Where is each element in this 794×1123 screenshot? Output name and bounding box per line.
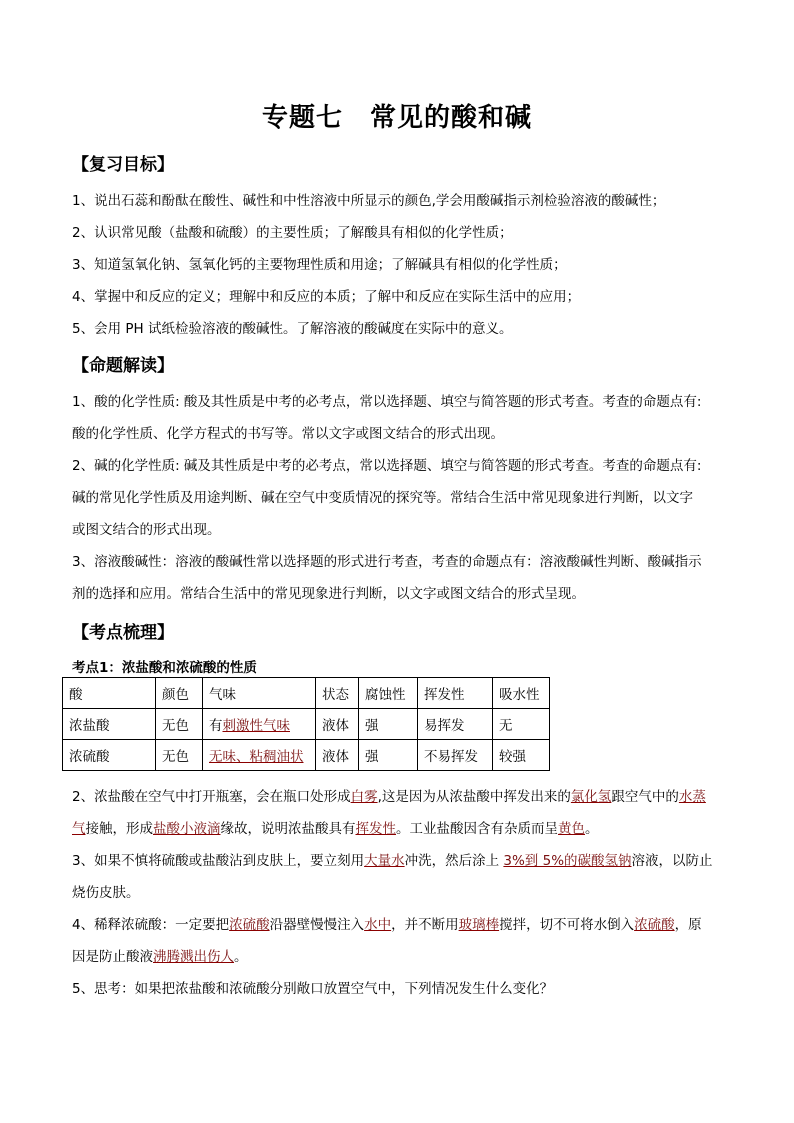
underlined-answer: 无味、粘稠油状 bbox=[209, 749, 304, 765]
table-cell: 无色 bbox=[156, 740, 203, 771]
table-cell: 无 bbox=[493, 709, 550, 740]
review-item: 2、认识常见酸（盐酸和硫酸）的主要性质；了解酸具有相似的化学性质； bbox=[72, 225, 513, 241]
acid-properties-table bbox=[62, 677, 550, 771]
text-run: 冲洗，然后涂上 bbox=[404, 853, 504, 869]
text-run: ，并不断用 bbox=[391, 917, 459, 933]
header-cell: 状态 bbox=[316, 678, 359, 709]
header-cell: 腐蚀性 bbox=[359, 678, 418, 709]
review-heading: 【复习目标】 bbox=[72, 155, 174, 175]
text-run: 接触，形成 bbox=[85, 821, 153, 837]
analysis-heading: 【命题解读】 bbox=[72, 356, 174, 376]
page-title: 专题七 常见的酸和碱 bbox=[261, 103, 532, 133]
analysis-line: 酸的化学性质、化学方程式的书写等。常以文字或图文结合的形式出现。 bbox=[72, 426, 504, 442]
header-cell: 挥发性 bbox=[418, 678, 493, 709]
paragraph-2-line-1 bbox=[72, 785, 706, 805]
analysis-line: 剂的选择和应用。常结合生活中的常见现象进行判断，以文字或图文结合的形式呈现。 bbox=[72, 586, 585, 602]
underlined-answer: 3%到 5%的碳酸氢钠 bbox=[503, 853, 632, 869]
text-run: 。 bbox=[234, 949, 248, 965]
point-1-subheading: 考点1：浓盐酸和浓硫酸的性质 bbox=[72, 660, 257, 676]
underlined-answer: 大量水 bbox=[364, 853, 405, 869]
header-cell: 酸 bbox=[63, 678, 156, 709]
table-header-row bbox=[63, 678, 550, 709]
table-cell: 液体 bbox=[316, 740, 359, 771]
table-cell: 易挥发 bbox=[418, 709, 493, 740]
analysis-line: 2、碱的化学性质: 碱及其性质是中考的必考点，常以选择题、填空与简答题的形式考查。考查的命题点有: bbox=[72, 458, 702, 474]
table-cell bbox=[203, 740, 316, 771]
text-run: 3、如果不慎将硫酸或盐酸沾到皮肤上，要立刻用 bbox=[72, 853, 365, 869]
text-run: 因是防止酸液 bbox=[72, 949, 153, 965]
analysis-line: 1、酸的化学性质: 酸及其性质是中考的必考点，常以选择题、填空与简答题的形式考查。考查的命题点有: bbox=[72, 394, 702, 410]
text-run: 溶液，以防止 bbox=[631, 853, 713, 869]
text-run: 搅拌，切不可将水倒入 bbox=[499, 917, 635, 933]
underlined-answer: 氯化氢 bbox=[570, 789, 612, 805]
review-item: 3、知道氢氧化钠、氢氧化钙的主要物理性质和用途；了解碱具有相似的化学性质； bbox=[72, 257, 567, 273]
paragraph-4-line-1 bbox=[72, 913, 702, 933]
paragraph-3-line-2: 烧伤皮肤。 bbox=[72, 885, 140, 901]
table-cell bbox=[203, 709, 316, 740]
paragraph-2-line-2 bbox=[72, 817, 599, 837]
odor-prefix: 有 bbox=[209, 718, 223, 734]
table-row bbox=[63, 709, 550, 740]
table-cell: 浓盐酸 bbox=[63, 709, 156, 740]
table-cell: 不易挥发 bbox=[418, 740, 493, 771]
table-cell: 强 bbox=[359, 709, 418, 740]
paragraph-4-line-2 bbox=[72, 945, 248, 965]
underlined-answer: 沸腾溅出伤人 bbox=[153, 949, 234, 965]
header-cell: 颜色 bbox=[156, 678, 203, 709]
analysis-line: 3、溶液酸碱性：溶液的酸碱性常以选择题的形式进行考查，考查的命题点有：溶液酸碱性判断、酸碱指示 bbox=[72, 554, 702, 570]
text-run: 4、稀释浓硫酸：一定要把 bbox=[72, 917, 230, 933]
underlined-answer: 挥发性 bbox=[355, 821, 396, 837]
paragraph-3-line-1 bbox=[72, 849, 713, 869]
text-run: 沿器壁慢慢注入 bbox=[269, 917, 365, 933]
underlined-answer: 气 bbox=[72, 821, 86, 837]
underlined-answer: 黄色 bbox=[558, 821, 585, 837]
review-item: 5、会用 PH 试纸检验溶液的酸碱性。了解溶液的酸碱度在实际中的意义。 bbox=[72, 321, 513, 337]
paragraph-5: 5、思考：如果把浓盐酸和浓硫酸分别敞口放置空气中，下列情况发生什么变化？ bbox=[72, 981, 554, 997]
table-cell: 无色 bbox=[156, 709, 203, 740]
text-run: 2、浓盐酸在空气中打开瓶塞，会在瓶口处形成 bbox=[72, 789, 351, 805]
underlined-answer: 白雾 bbox=[350, 789, 378, 805]
header-cell: 吸水性 bbox=[493, 678, 550, 709]
text-run: ，原 bbox=[674, 917, 702, 933]
text-run: 。 bbox=[585, 821, 599, 837]
table-cell: 较强 bbox=[493, 740, 550, 771]
underlined-answer: 玻璃棒 bbox=[458, 917, 500, 933]
text-run: 。工业盐酸因含有杂质而呈 bbox=[396, 821, 558, 837]
review-item: 4、掌握中和反应的定义；理解中和反应的本质；了解中和反应在实际生活中的应用； bbox=[72, 289, 581, 305]
text-run: ,这是因为从浓盐酸中挥发出来的 bbox=[377, 789, 571, 805]
table-cell: 液体 bbox=[316, 709, 359, 740]
underlined-answer: 水中 bbox=[364, 917, 392, 933]
table-cell: 强 bbox=[359, 740, 418, 771]
points-heading: 【考点梳理】 bbox=[72, 623, 174, 643]
review-item: 1、说出石蕊和酚酞在酸性、碱性和中性溶液中所显示的颜色,学会用酸碱指示剂检验溶液的酸碱性； bbox=[72, 193, 666, 209]
underlined-answer: 浓硫酸 bbox=[229, 917, 270, 933]
text-run: 缘故，说明浓盐酸具有 bbox=[220, 821, 356, 837]
analysis-line: 或图文结合的形式出现。 bbox=[72, 522, 221, 538]
underlined-answer: 水蒸 bbox=[678, 789, 706, 805]
underlined-answer: 盐酸小液滴 bbox=[153, 821, 221, 837]
underlined-answer: 浓硫酸 bbox=[634, 917, 675, 933]
analysis-line: 碱的常见化学性质及用途判断、碱在空气中变质情况的探究等。常结合生活中常见现象进行判断，以文字 bbox=[72, 490, 693, 506]
table-row bbox=[63, 740, 550, 771]
header-cell: 气味 bbox=[203, 678, 316, 709]
text-run: 跟空气中的 bbox=[611, 789, 679, 805]
table-cell: 浓硫酸 bbox=[63, 740, 156, 771]
underlined-answer: 刺激性气味 bbox=[222, 718, 290, 734]
